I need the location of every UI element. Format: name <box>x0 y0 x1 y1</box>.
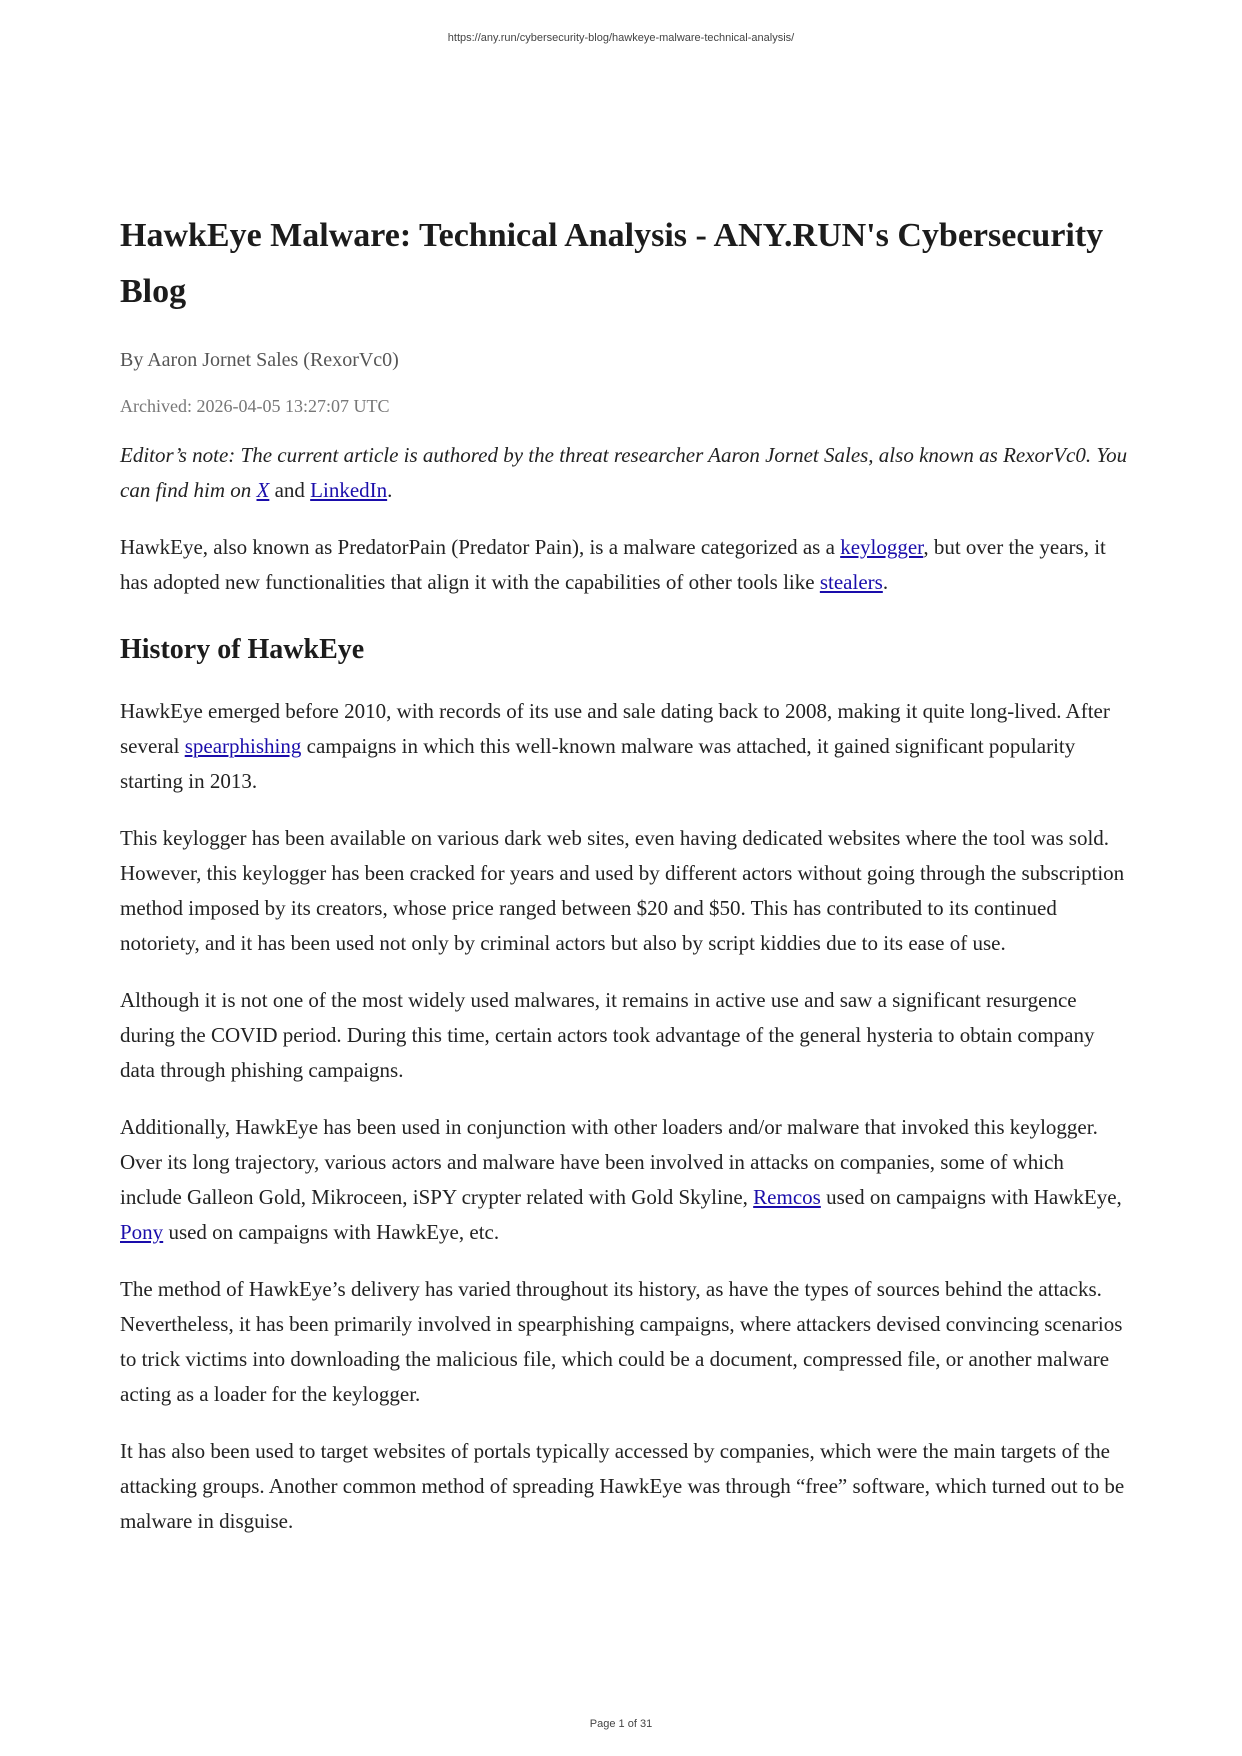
history-4-text-end: used on campaigns with HawkEye, etc. <box>163 1220 500 1244</box>
article-title: HawkEye Malware: Technical Analysis - ANY.RUN's Cybersecurity Blog <box>120 217 1104 310</box>
history-paragraph-2: This keylogger has been available on various dark web sites, even having dedicated websites where the tool was sold. However, this keylogger has been cracked for years and used by different actors without going through the subscription method imposed by its creators, whose price ranged between $20 and $50. This has contributed to its continued notoriety, and it has been used not only by criminal actors but also by script kiddies due to its ease of use. <box>120 826 1125 955</box>
stealers-link[interactable]: stealers <box>819 570 883 594</box>
history-paragraph-5: The method of HawkEye’s delivery has varied throughout its history, as have the types of sources behind the attacks. Nevertheless, it has been primarily involved in spearphishing campaigns, where attackers devised convincing scenarios to trick victims into downloading the malicious file, which could be a document, compressed file, or another malware acting as a loader for the keylogger. <box>120 1277 1123 1406</box>
intro-text-end: . <box>882 570 889 594</box>
page-number-footer: Page 1 of 31 <box>589 1718 653 1730</box>
history-1-text-end: campaigns in which this well-known malware was attached, it gained significant popularity starting in 2013. <box>120 734 1076 793</box>
history-4-text-start: Additionally, HawkEye has been used in conjunction with other loaders and/or malware that invoked this keylogger. Over its long trajectory, various actors and malware have been involved in attacks on companies, some of which include Galleon Gold, Mikroceen, iSPY crypter related with Gold Skyline, <box>120 1115 1098 1209</box>
author-linkedin-link[interactable]: LinkedIn <box>310 478 388 502</box>
intro-text-middle: , but over the years, it has adopted new functionalities that align it with the capabilities of other tools like <box>120 535 1106 594</box>
history-paragraph-6: It has also been used to target websites of portals typically accessed by companies, which were the main targets of the attacking groups. Another common method of spreading HawkEye was through “free” software, which turned out to be malware in disguise. <box>120 1439 1125 1533</box>
keylogger-link[interactable]: keylogger <box>840 535 924 559</box>
editor-note-paragraph <box>120 438 1130 508</box>
author-x-link[interactable]: X <box>256 478 270 502</box>
intro-paragraph <box>120 530 1130 600</box>
page-url-header: https://any.run/cybersecurity-blog/hawkeye-malware-technical-analysis/ <box>447 32 795 44</box>
editor-note-and: and <box>269 478 311 502</box>
remcos-link[interactable]: Remcos <box>753 1185 821 1209</box>
history-paragraph-3: Although it is not one of the most widely used malwares, it remains in active use and saw a significant resurgence during the COVID period. During this time, certain actors took advantage of the general hysteria to obtain company data through phishing campaigns. <box>120 988 1095 1082</box>
article-content <box>120 208 1130 1561</box>
spearphishing-link[interactable]: spearphishing <box>184 734 302 758</box>
history-4-text-middle: used on campaigns with HawkEye, <box>820 1185 1122 1209</box>
section-heading-history: History of HawkEye <box>120 634 365 665</box>
history-paragraph-1 <box>120 694 1130 799</box>
history-paragraph-4 <box>120 1110 1130 1250</box>
archived-timestamp: Archived: 2026-04-05 13:27:07 UTC <box>120 396 390 416</box>
editor-note-end: . <box>387 478 393 502</box>
editor-note-text: Editor’s note: The current article is authored by the threat researcher Aaron Jornet Sales, also known as RexorVc0. You can find him on <box>120 443 1128 502</box>
intro-text-start: HawkEye, also known as PredatorPain (Predator Pain), is a malware categorized as a <box>120 535 841 559</box>
article-byline: By Aaron Jornet Sales (RexorVc0) <box>120 349 399 371</box>
pony-link[interactable]: Pony <box>120 1220 164 1244</box>
history-1-text-start: HawkEye emerged before 2010, with records of its use and sale dating back to 2008, making it quite long-lived. After several <box>120 699 1110 758</box>
